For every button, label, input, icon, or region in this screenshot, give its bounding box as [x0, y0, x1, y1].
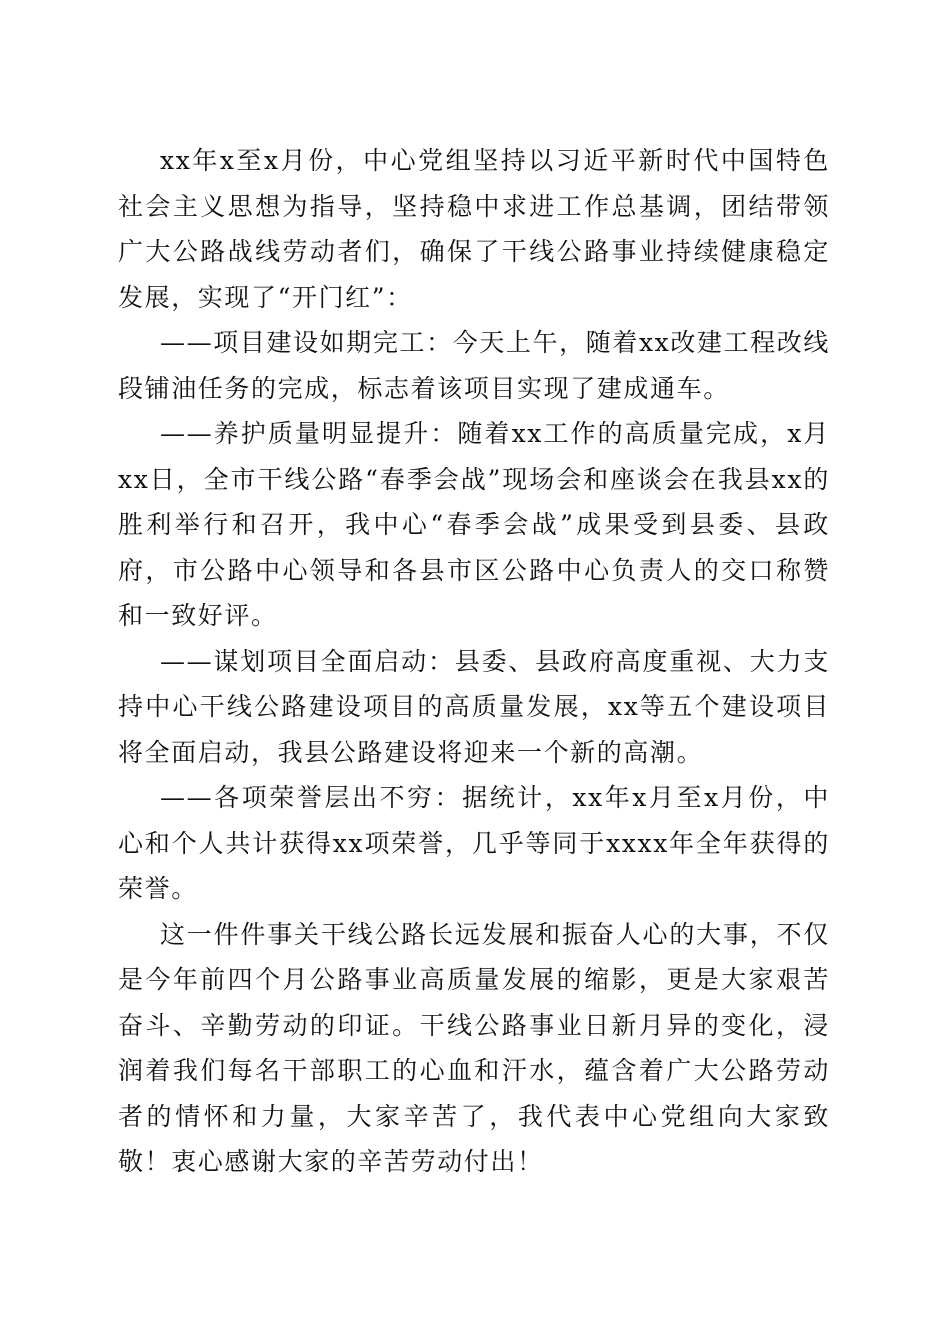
project-launch-paragraph: ——谋划项目全面启动：县委、县政府高度重视、大力支持中心干线公路建设项目的高质量发展，xx等五个建设项目将全面启动，我县公路建设将迎来一个新的高潮。: [118, 646, 830, 767]
project-completion-paragraph: ——项目建设如期完工：今天上午，随着xx改建工程改线段铺油任务的完成，标志着该项目实现了建成通车。: [118, 328, 830, 403]
document-body: [118, 138, 830, 1185]
closing-paragraph: 这一件件事关干线公路长远发展和振奋人心的大事，不仅是今年前四个月公路事业高质量发展的缩影，更是大家艰苦奋斗、辛勤劳动的印证。干线公路事业日新月异的变化，浸润着我们每名干部职工的心血和汗水，蕴含着广大公路劳动者的情怀和力量，大家辛苦了，我代表中心党组向大家致敬！衷心感谢大家的辛苦劳动付出！: [118, 919, 830, 1176]
maintenance-quality-paragraph: ——养护质量明显提升：随着xx工作的高质量完成，x月xx日，全市干线公路“春季会战”现场会和座谈会在我县xx的胜利举行和召开，我中心“春季会战”成果受到县委、县政府，市公路中心领导和各县市区公路中心负责人的交口称赞和一致好评。: [118, 419, 830, 630]
intro-paragraph: xx年x至x月份，中心党组坚持以习近平新时代中国特色社会主义思想为指导，坚持稳中求进工作总基调，团结带领广大公路战线劳动者们，确保了干线公路事业持续健康稳定发展，实现了“开门红”：: [118, 146, 830, 312]
honors-paragraph: ——各项荣誉层出不穷：据统计，xx年x月至x月份，中心和个人共计获得xx项荣誉，几乎等同于xxxx年全年获得的荣誉。: [118, 783, 830, 903]
